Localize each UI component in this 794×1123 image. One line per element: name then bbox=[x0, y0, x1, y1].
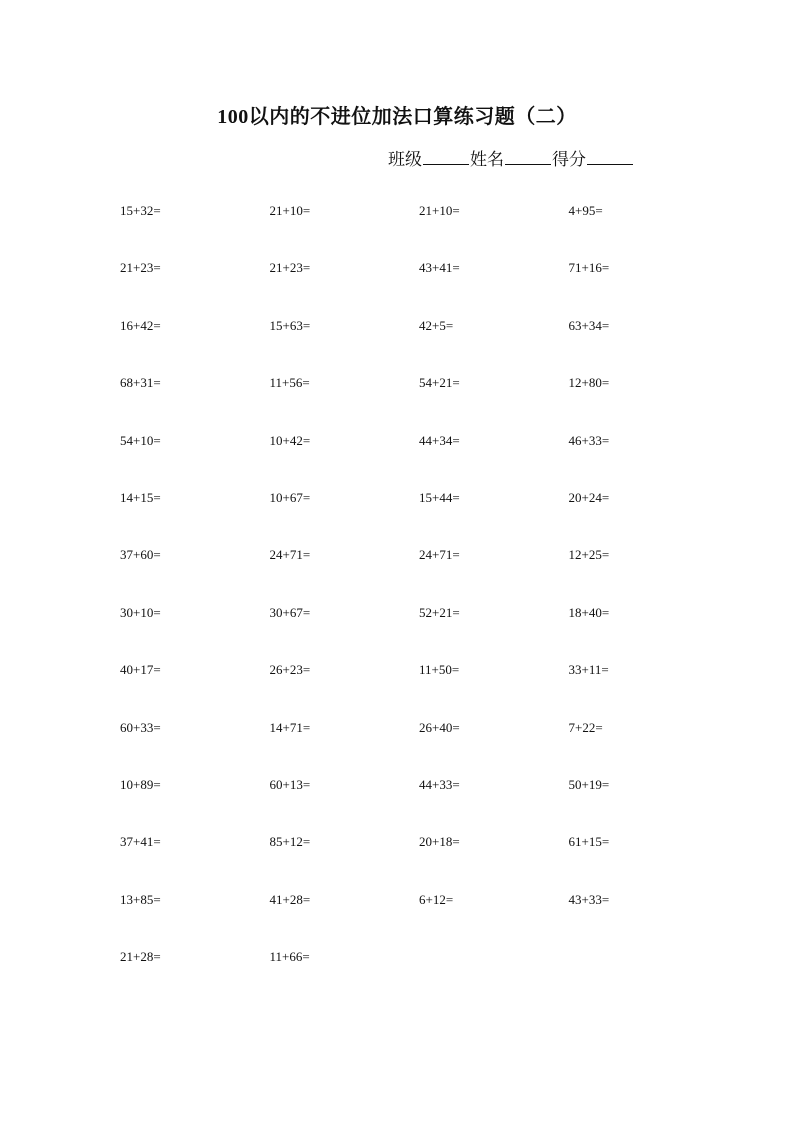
problem-grid bbox=[120, 200, 720, 1003]
arithmetic-problem: 37+41= bbox=[120, 834, 161, 850]
class-label: 班级 bbox=[388, 150, 422, 169]
problem-row bbox=[120, 257, 720, 314]
arithmetic-problem: 12+80= bbox=[568, 375, 610, 391]
arithmetic-problem: 10+42= bbox=[269, 432, 311, 448]
problem-row bbox=[120, 946, 720, 1003]
arithmetic-problem: 71+16= bbox=[568, 260, 610, 276]
arithmetic-problem: 15+63= bbox=[269, 317, 311, 333]
arithmetic-problem: 41+28= bbox=[269, 891, 311, 907]
arithmetic-problem: 33+11= bbox=[568, 662, 609, 678]
arithmetic-problem: 68+31= bbox=[120, 375, 161, 391]
problem-row bbox=[120, 430, 720, 487]
worksheet-title: 100以内的不进位加法口算练习题（二） bbox=[217, 106, 577, 128]
name-blank bbox=[505, 146, 551, 165]
arithmetic-problem: 6+12= bbox=[419, 891, 454, 907]
score-blank bbox=[587, 146, 633, 165]
problem-row bbox=[120, 717, 720, 774]
arithmetic-problem: 54+10= bbox=[120, 432, 161, 448]
problem-row bbox=[120, 831, 720, 888]
arithmetic-problem: 15+44= bbox=[419, 489, 460, 505]
arithmetic-problem: 21+10= bbox=[269, 203, 311, 218]
problem-row bbox=[120, 200, 720, 257]
arithmetic-problem: 12+25= bbox=[568, 547, 610, 563]
arithmetic-problem: 20+24= bbox=[568, 489, 610, 505]
arithmetic-problem: 24+71= bbox=[269, 547, 311, 563]
arithmetic-problem: 60+13= bbox=[269, 776, 311, 792]
arithmetic-problem: 37+60= bbox=[120, 547, 161, 563]
arithmetic-problem: 11+50= bbox=[419, 662, 460, 678]
class-blank bbox=[423, 146, 469, 165]
arithmetic-problem: 85+12= bbox=[269, 834, 311, 850]
problem-row bbox=[120, 544, 720, 601]
arithmetic-problem: 20+18= bbox=[419, 834, 460, 850]
arithmetic-problem: 26+23= bbox=[269, 662, 311, 678]
arithmetic-problem: 21+23= bbox=[269, 260, 311, 276]
arithmetic-problem: 42+5= bbox=[419, 317, 454, 333]
arithmetic-problem: 40+17= bbox=[120, 662, 161, 678]
arithmetic-problem: 14+71= bbox=[269, 719, 311, 735]
arithmetic-problem: 60+33= bbox=[120, 719, 161, 735]
arithmetic-problem: 46+33= bbox=[568, 432, 610, 448]
arithmetic-problem: 10+67= bbox=[269, 489, 311, 505]
student-info-line bbox=[388, 146, 634, 173]
arithmetic-problem: 54+21= bbox=[419, 375, 460, 391]
arithmetic-problem: 52+21= bbox=[419, 604, 460, 620]
arithmetic-problem: 30+67= bbox=[269, 604, 311, 620]
arithmetic-problem: 11+66= bbox=[269, 949, 310, 965]
arithmetic-problem: 26+40= bbox=[419, 719, 460, 735]
arithmetic-problem: 21+10= bbox=[419, 203, 460, 218]
problem-row bbox=[120, 774, 720, 831]
score-label: 得分 bbox=[552, 150, 586, 169]
arithmetic-problem: 21+23= bbox=[120, 260, 161, 276]
name-label: 姓名 bbox=[470, 150, 504, 169]
arithmetic-problem: 63+34= bbox=[568, 317, 610, 333]
arithmetic-problem: 13+85= bbox=[120, 891, 161, 907]
arithmetic-problem: 44+34= bbox=[419, 432, 460, 448]
arithmetic-problem: 21+28= bbox=[120, 949, 161, 965]
arithmetic-problem: 43+33= bbox=[568, 891, 610, 907]
arithmetic-problem: 10+89= bbox=[120, 776, 161, 792]
problem-row bbox=[120, 602, 720, 659]
problem-row bbox=[120, 889, 720, 946]
arithmetic-problem: 16+42= bbox=[120, 317, 161, 333]
arithmetic-problem: 18+40= bbox=[568, 604, 610, 620]
problem-row bbox=[120, 372, 720, 429]
problem-row bbox=[120, 487, 720, 544]
arithmetic-problem: 24+71= bbox=[419, 547, 460, 563]
arithmetic-problem: 30+10= bbox=[120, 604, 161, 620]
arithmetic-problem: 11+56= bbox=[269, 375, 310, 391]
arithmetic-problem: 7+22= bbox=[568, 719, 603, 735]
arithmetic-problem: 61+15= bbox=[568, 834, 610, 850]
arithmetic-problem: 14+15= bbox=[120, 489, 161, 505]
problem-row bbox=[120, 659, 720, 716]
arithmetic-problem: 44+33= bbox=[419, 776, 460, 792]
arithmetic-problem: 43+41= bbox=[419, 260, 460, 276]
arithmetic-problem: 4+95= bbox=[568, 203, 603, 218]
arithmetic-problem: 15+32= bbox=[120, 203, 161, 218]
problem-row bbox=[120, 315, 720, 372]
arithmetic-problem: 50+19= bbox=[568, 776, 610, 792]
